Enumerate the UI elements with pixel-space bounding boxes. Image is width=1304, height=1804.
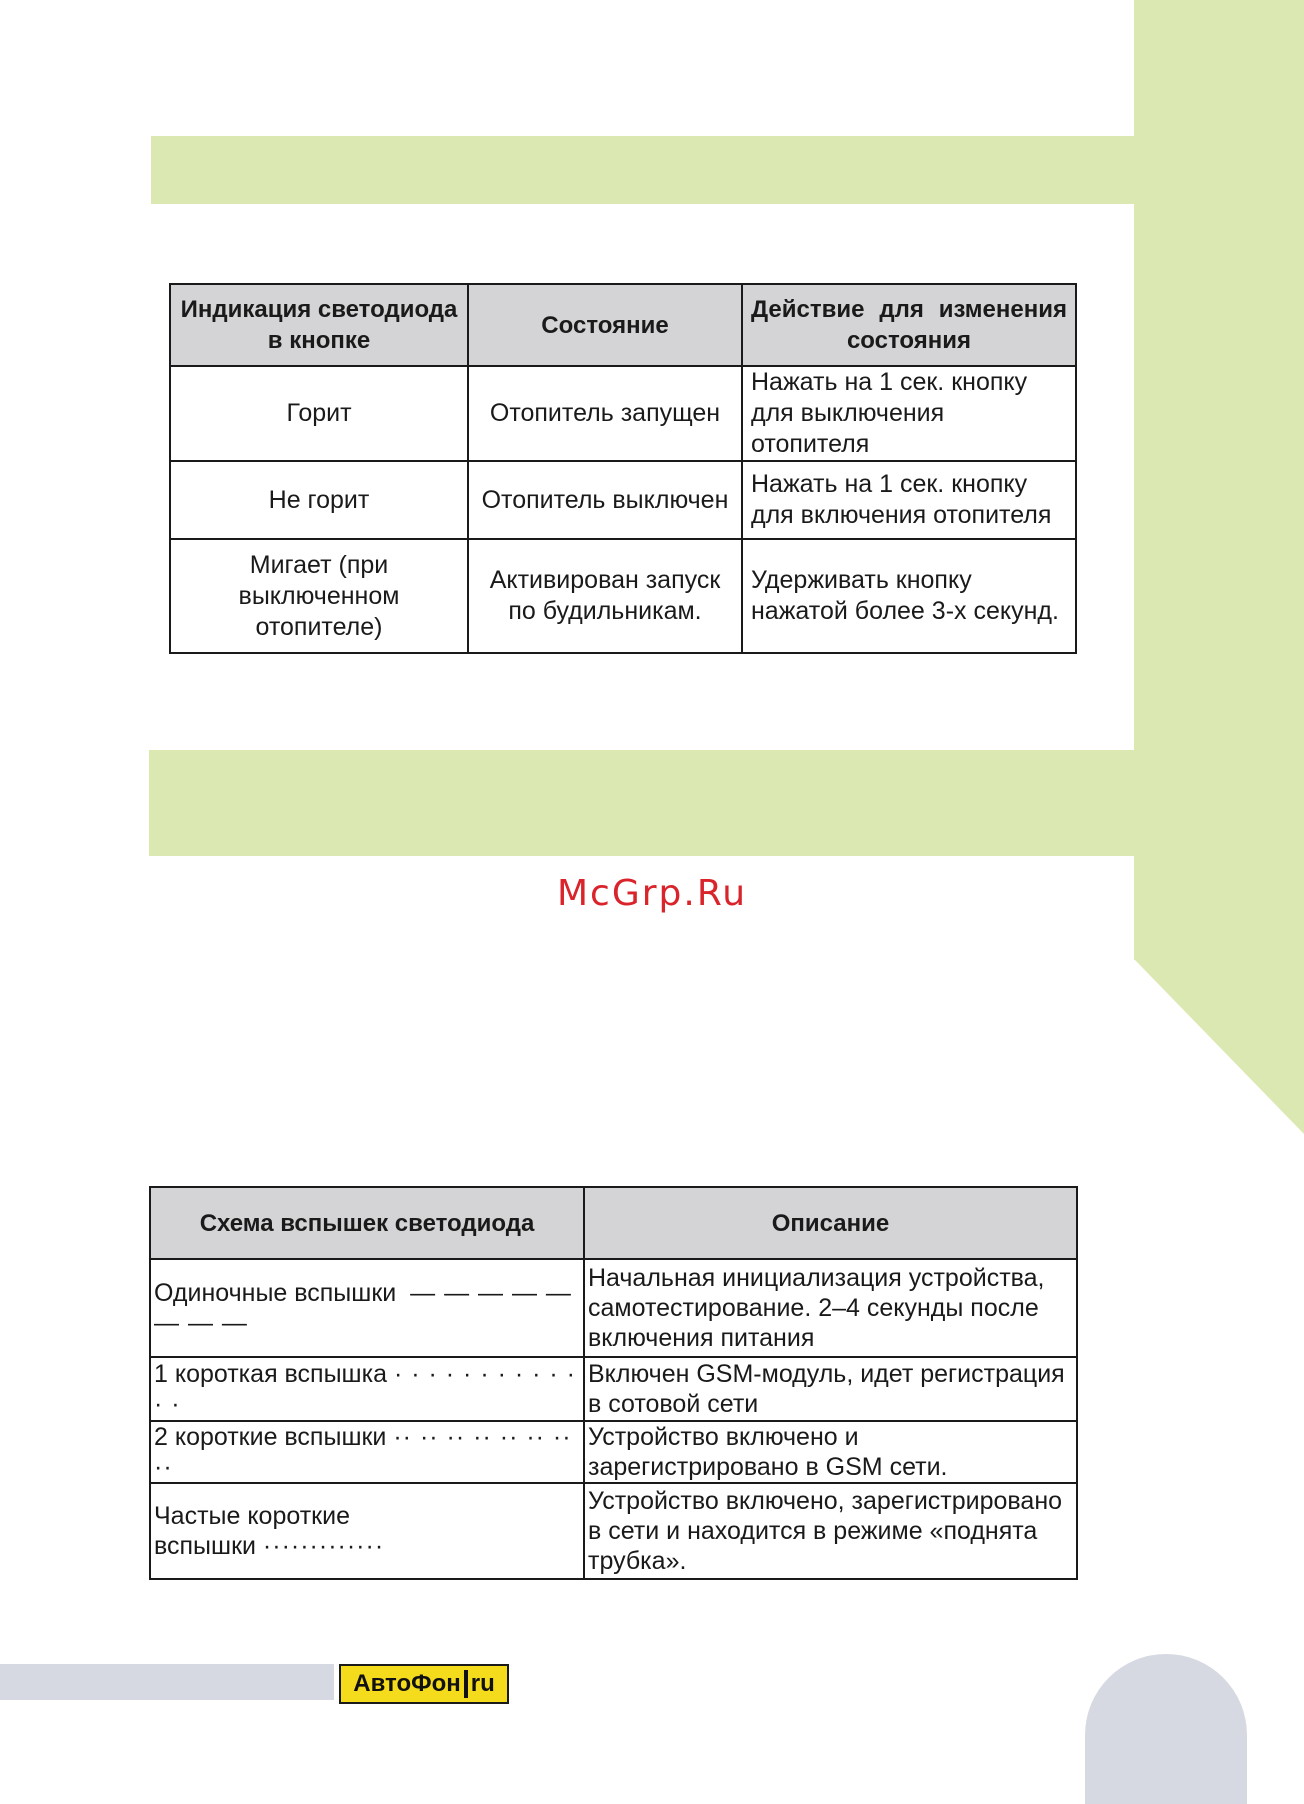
side-decoration bbox=[1134, 0, 1304, 960]
column-header-action: Действие для изменения состояния bbox=[742, 284, 1076, 366]
column-header-flash-scheme: Схема вспышек светодиода bbox=[150, 1187, 584, 1259]
table-row bbox=[170, 366, 1076, 461]
page-number-tab bbox=[1085, 1654, 1247, 1804]
section-band-middle bbox=[149, 750, 1134, 856]
footer-bar bbox=[0, 1664, 334, 1700]
flash-scheme-cell bbox=[150, 1483, 584, 1579]
column-header-state: Состояние bbox=[468, 284, 742, 366]
indication-cell: Мигает (при выключенном отопителе) bbox=[170, 539, 468, 653]
state-cell: Отопитель выключен bbox=[468, 461, 742, 539]
indication-cell: Не горит bbox=[170, 461, 468, 539]
column-header-indication: Индикация светодиода в кнопке bbox=[170, 284, 468, 366]
section-band-top bbox=[151, 136, 1134, 204]
description-cell: Начальная инициализация устройства, самотестирование. 2–4 секунды после включения питания bbox=[584, 1259, 1077, 1357]
flash-label: Одиночные вспышки bbox=[154, 1279, 397, 1307]
description-cell: Устройство включено, зарегистрировано в сети и находится в режиме «поднята трубка». bbox=[584, 1483, 1077, 1579]
flash-label: Частые короткие вспышки bbox=[154, 1502, 350, 1560]
state-cell: Активирован запуск по будильникам. bbox=[468, 539, 742, 653]
table-header-row bbox=[150, 1187, 1077, 1259]
led-button-table bbox=[169, 283, 1077, 654]
table-row bbox=[150, 1483, 1077, 1579]
led-flash-table bbox=[149, 1186, 1078, 1580]
state-cell: Отопитель запущен bbox=[468, 366, 742, 461]
flash-scheme-cell bbox=[150, 1357, 584, 1421]
side-decoration-corner bbox=[1134, 959, 1304, 1134]
column-header-description: Описание bbox=[584, 1187, 1077, 1259]
table-row bbox=[150, 1259, 1077, 1357]
description-cell: Устройство включено и зарегистрировано в GSM сети. bbox=[584, 1421, 1077, 1483]
table-row bbox=[170, 539, 1076, 653]
table-row bbox=[150, 1421, 1077, 1483]
flash-label: 2 короткие вспышки bbox=[154, 1423, 387, 1451]
flash-label: 1 короткая вспышка bbox=[154, 1360, 388, 1388]
flash-pattern: ·· ·· ·· ·· ·· ·· ·· ·· bbox=[154, 1423, 572, 1481]
logo-tld-text: ru bbox=[470, 1670, 495, 1697]
flash-scheme-cell bbox=[150, 1259, 584, 1357]
flash-pattern: · · · · · · · · · · · · · bbox=[154, 1360, 577, 1418]
table-row bbox=[170, 461, 1076, 539]
action-cell: Нажать на 1 сек. кнопку для выключения отопителя bbox=[742, 366, 1076, 461]
table-header-row bbox=[170, 284, 1076, 366]
watermark: McGrp.Ru bbox=[556, 873, 748, 914]
logo-separator bbox=[464, 1670, 468, 1698]
table-row bbox=[150, 1357, 1077, 1421]
logo-main-text: АвтоФон bbox=[353, 1670, 461, 1697]
autofon-logo bbox=[339, 1664, 509, 1704]
flash-pattern: ············· bbox=[262, 1532, 385, 1560]
action-cell: Нажать на 1 сек. кнопку для включения отопителя bbox=[742, 461, 1076, 539]
flash-scheme-cell bbox=[150, 1421, 584, 1483]
indication-cell: Горит bbox=[170, 366, 468, 461]
description-cell: Включен GSM-модуль, идет регистрация в сотовой сети bbox=[584, 1357, 1077, 1421]
action-cell: Удерживать кнопку нажатой более 3-х секунд. bbox=[742, 539, 1076, 653]
flash-pattern: — — — — — — — — bbox=[154, 1279, 572, 1337]
